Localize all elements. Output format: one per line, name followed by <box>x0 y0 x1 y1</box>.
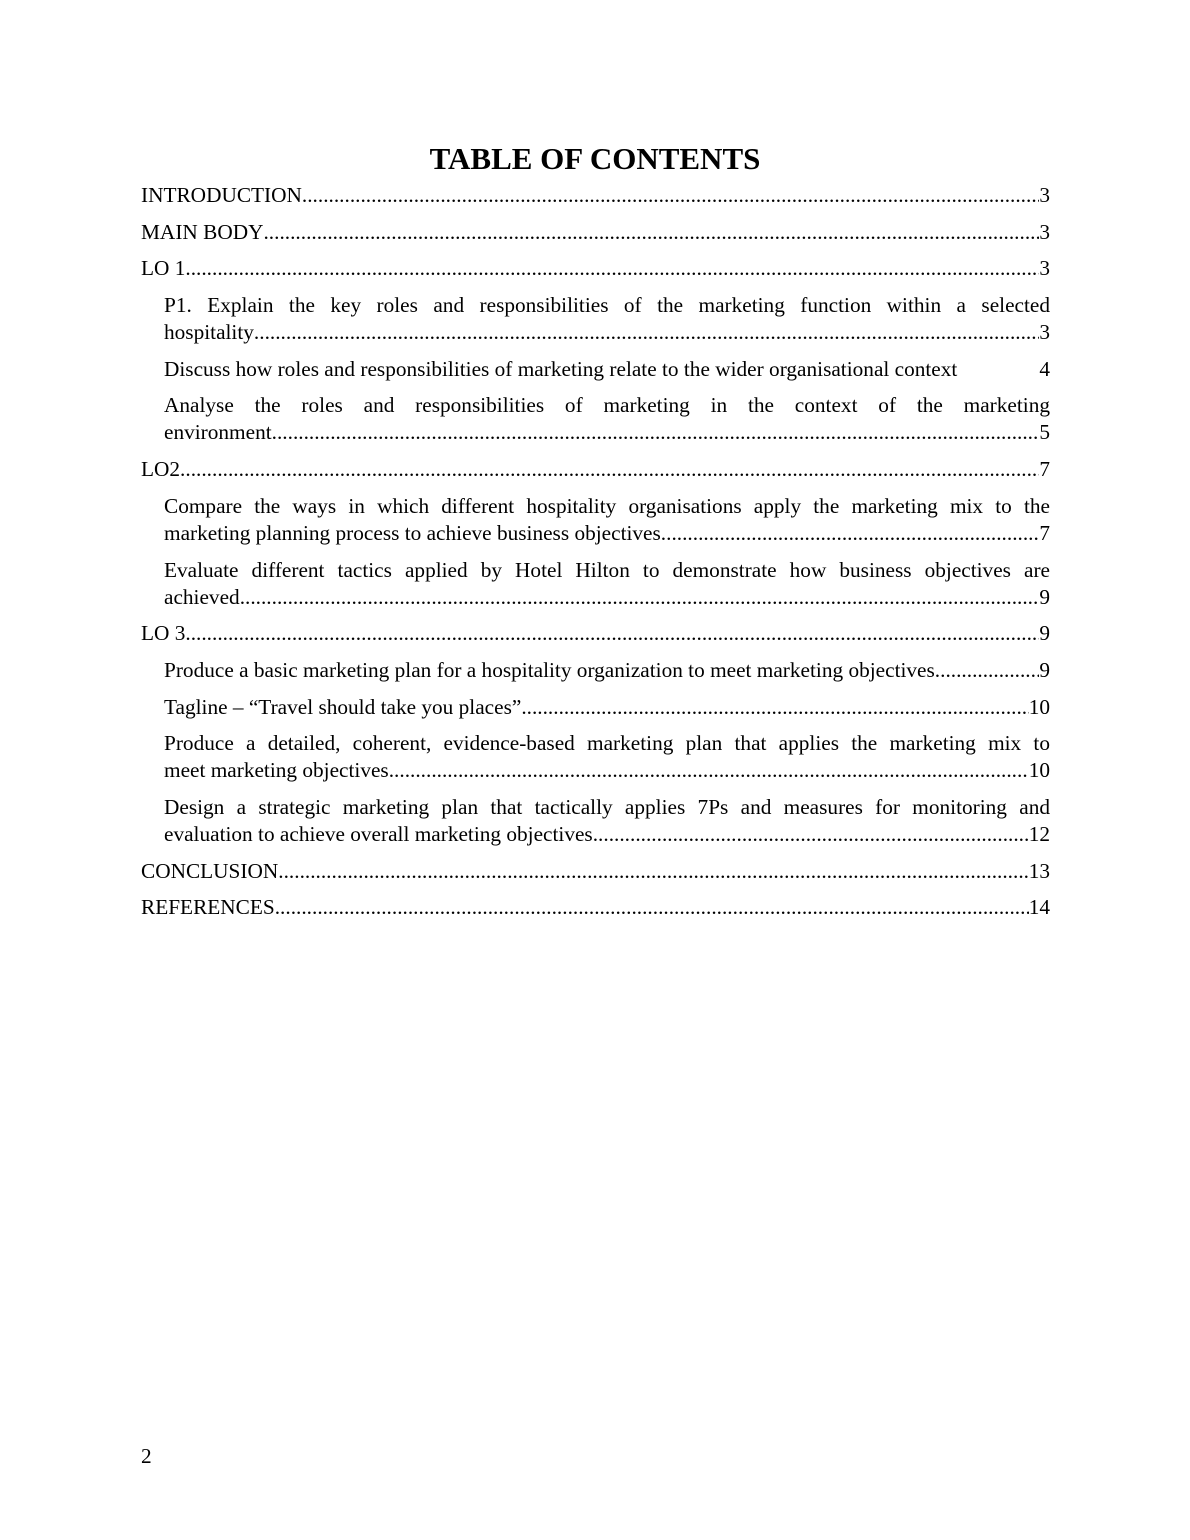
toc-entry-last-line <box>164 319 1050 346</box>
toc-page-number: 3 <box>1039 256 1050 281</box>
toc-entry[interactable] <box>141 182 1050 209</box>
toc-page-number: 3 <box>1039 183 1050 207</box>
toc-entry-title: LO2 <box>141 457 181 482</box>
toc-entry-last-line <box>164 584 1050 611</box>
toc-subentry[interactable] <box>141 292 1050 346</box>
dot-leader <box>275 894 1029 921</box>
toc-entry-title: LO 1 <box>141 256 186 281</box>
toc-entry-last-line <box>164 520 1050 547</box>
toc-entry[interactable] <box>141 219 1050 246</box>
toc-page-number: 7 <box>1039 520 1050 545</box>
toc-page-number: 14 <box>1028 895 1050 920</box>
toc-page-number: 7 <box>1039 457 1050 482</box>
toc-entry-last-line <box>164 821 1050 848</box>
toc-page-number: 9 <box>1039 584 1050 609</box>
toc-entry-last-line <box>164 419 1050 446</box>
toc-entry[interactable] <box>141 456 1050 483</box>
dot-leader <box>263 219 1039 246</box>
toc-subentry[interactable] <box>141 794 1050 848</box>
toc-page-number: 10 <box>1028 694 1050 719</box>
toc-entry-title: hospitality <box>164 320 254 345</box>
toc-entry-text-line: Produce a detailed, coherent, evidence-based marketing plan that applies the marketing mix to <box>164 731 1050 756</box>
toc-subentry[interactable] <box>141 392 1050 446</box>
toc-entry-title: Tagline – “Travel should take you places” <box>164 694 522 719</box>
toc-page-number: 4 <box>1039 356 1050 381</box>
toc-page-number: 9 <box>1039 657 1050 682</box>
toc-entry-title: Produce a basic marketing plan for a hospitality organization to meet marketing objectives <box>164 657 935 682</box>
toc-entry[interactable] <box>141 894 1050 921</box>
dot-leader <box>240 584 1040 611</box>
toc-entry-title: Discuss how roles and responsibilities of marketing relate to the wider organisational context <box>164 356 958 381</box>
toc-entry-text-line: P1. Explain the key roles and responsibilities of the marketing function within a selected <box>164 293 1050 318</box>
toc-entry-title: achieved <box>164 584 240 609</box>
toc-page-number: 3 <box>1039 219 1050 244</box>
toc-entry-text-line: Compare the ways in which different hospitality organisations apply the marketing mix to the <box>164 493 1050 518</box>
toc-entry-title: MAIN BODY <box>141 219 264 244</box>
dot-leader <box>302 182 1039 209</box>
toc-entry-title: evaluation to achieve overall marketing objectives <box>164 821 593 846</box>
toc-page-number: 3 <box>1039 320 1050 345</box>
toc-entry-title: CONCLUSION <box>141 858 279 883</box>
toc-subentry[interactable] <box>141 730 1050 784</box>
dot-leader <box>935 657 1040 684</box>
toc-entry-title: LO 3 <box>141 621 186 646</box>
footer-page-number: 2 <box>141 1444 152 1468</box>
toc-subentry[interactable] <box>141 356 1050 383</box>
toc-entry-text-line: Evaluate different tactics applied by Hotel Hilton to demonstrate how business objectives are <box>164 557 1050 582</box>
dot-leader <box>185 255 1039 282</box>
dot-leader <box>185 620 1039 647</box>
toc-entry[interactable] <box>141 255 1050 282</box>
toc-subentry[interactable] <box>141 694 1050 721</box>
toc-entry-text-line: Analyse the roles and responsibilities of marketing in the context of the marketing <box>164 393 1050 418</box>
dot-leader <box>661 520 1040 547</box>
dot-leader <box>521 694 1028 721</box>
toc-entry[interactable] <box>141 858 1050 885</box>
toc-entry-title: INTRODUCTION <box>141 183 302 207</box>
dot-leader <box>593 821 1029 848</box>
toc-entry[interactable] <box>141 620 1050 647</box>
toc-page-number: 12 <box>1028 821 1050 846</box>
toc-entry-text-line: Design a strategic marketing plan that tactically applies 7Ps and measures for monitoring and <box>164 794 1050 819</box>
toc-subentry[interactable] <box>141 557 1050 611</box>
toc-subentry[interactable] <box>141 493 1050 547</box>
dot-leader <box>180 456 1039 483</box>
toc-entry-last-line <box>164 757 1050 784</box>
toc-entry-title: meet marketing objectives <box>164 758 389 783</box>
dot-leader <box>272 419 1040 446</box>
toc-page-number: 5 <box>1039 420 1050 445</box>
toc-entry-title: environment <box>164 420 272 445</box>
dot-leader <box>254 319 1039 346</box>
toc-subentry[interactable] <box>141 657 1050 684</box>
toc-page-number: 13 <box>1028 858 1050 883</box>
page-title: TABLE OF CONTENTS <box>429 141 761 176</box>
dot-leader <box>389 757 1029 784</box>
toc-page-number: 10 <box>1028 758 1050 783</box>
toc-entry-title: REFERENCES <box>141 895 275 920</box>
table-of-contents <box>141 182 1050 931</box>
toc-page-number: 9 <box>1039 621 1050 646</box>
toc-entry-title: marketing planning process to achieve business objectives <box>164 520 661 545</box>
dot-leader <box>278 858 1028 885</box>
